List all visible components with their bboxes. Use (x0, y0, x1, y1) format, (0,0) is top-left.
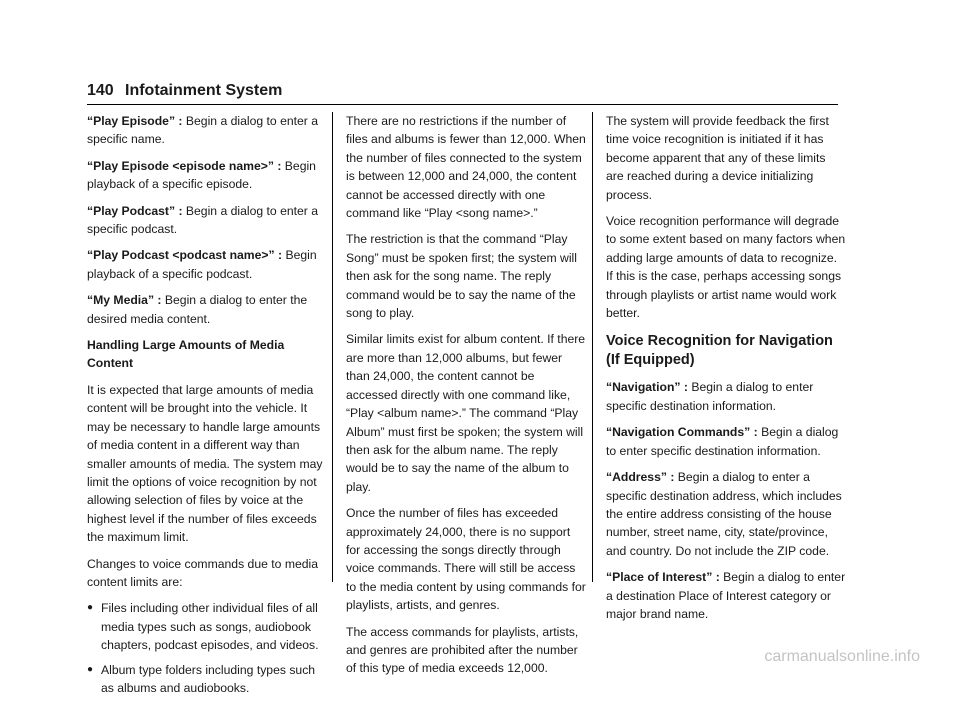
paragraph: Once the number of files has exceeded approximately 24,000, there is no support for accessing the songs directly through voice commands. There will still be access to the media content by using commands for playlists, artists, and genres. (346, 506, 586, 613)
column-divider (332, 112, 333, 582)
bullet-dot-icon: ● (87, 602, 94, 614)
page-header (87, 82, 838, 106)
section-heading: Voice Recognition for Navigation (If Equipped) (606, 333, 833, 369)
watermark: carmanualsonline.info (764, 648, 920, 665)
command-term: “My Media” : (87, 293, 162, 308)
command-entry (606, 378, 846, 415)
command-term: “Address” : (606, 470, 675, 485)
paragraph: Similar limits exist for album content. If there are more than 12,000 albums, but fewer than 24,000, the content cannot be accessed directly with one command like, “Play <album name>.” The command “Play Album” must first be spoken; the system will then ask for the album name. The reply would be to say the name of the album to play. (346, 332, 586, 494)
paragraph: The system will provide feedback the first time voice recognition is initiated if it has become apparent that any of these limits are reached during a device initializing process. (606, 114, 829, 202)
command-entry (606, 468, 846, 560)
command-term: “Navigation Commands” : (606, 425, 758, 440)
command-entry (87, 291, 327, 328)
paragraph: It is expected that large amounts of media content will be brought into the vehicle. It may be necessary to handle large amounts of media content in a different way than smaller amounts of media. The system may limit the options of voice recognition by not allowing selection of files by voice at the highest level if the number of files exceeds the maximum limit. (87, 382, 323, 545)
command-term: “Play Episode <episode name>” : (87, 158, 282, 173)
command-desc: Begin a dialog to enter specific destination information. (606, 425, 839, 458)
command-desc: Begin a dialog to enter a specific destination address, which includes the entire address consisting of the house number, street name, city, state/province, and country. Do not include the ZIP code. (606, 470, 842, 558)
list-item-text: Files including other individual files of all media types such as songs, audiobook chapters, podcast episodes, and videos. (101, 601, 319, 653)
subheading: Handling Large Amounts of Media Content (87, 338, 285, 371)
command-desc: Begin playback of a specific podcast. (87, 248, 317, 281)
command-entry (606, 568, 846, 623)
command-desc: Begin a dialog to enter specific destination information. (606, 380, 814, 413)
paragraph: Voice recognition performance will degrade to some extent based on many factors when adding large amounts of data to recognize. If this is the case, perhaps accessing songs through playlists or artist name would work better. (606, 214, 846, 321)
command-desc: Begin a dialog to enter a destination Place of Interest category or major brand name. (606, 570, 846, 621)
command-term: “Place of Interest” : (606, 570, 720, 585)
command-desc: Begin a dialog to enter a specific name. (87, 114, 319, 147)
bullet-dot-icon: ● (87, 663, 94, 675)
paragraph: The restriction is that the command “Play Song” must be spoken first; the system will then ask for the song name. The reply command would be to say the name of the song to play. (346, 232, 577, 321)
paragraph: There are no restrictions if the number of files and albums is fewer than 12,000. When the number of files connected to the system is between 12,000 and 24,000, the content cannot be accessed directly with one command like “Play <song name>.” (346, 114, 586, 221)
command-term: “Play Podcast” : (87, 203, 183, 218)
command-term: “Play Podcast <podcast name>” : (87, 248, 283, 263)
page-number: 140 (87, 82, 114, 99)
command-entry (87, 157, 327, 194)
column-divider (592, 112, 593, 582)
list-item-text: Album type folders including types such as albums and audiobooks. (101, 662, 316, 695)
column-2 (346, 112, 586, 686)
header-rule (87, 104, 838, 105)
column-3 (606, 112, 846, 631)
paragraph: The access commands for playlists, artists, and genres are prohibited after the number of this type of media exceeds 12,000. (346, 624, 579, 676)
command-entry (606, 423, 846, 460)
section-title: Infotainment System (125, 82, 283, 99)
command-desc: Begin a dialog to enter the desired media content. (87, 293, 308, 326)
command-desc: Begin playback of a specific episode. (87, 158, 316, 192)
column-1 (87, 112, 327, 705)
list-item (87, 661, 327, 698)
command-term: “Play Episode” : (87, 114, 183, 128)
bullet-list (87, 599, 327, 697)
paragraph: Changes to voice commands due to media content limits are: (87, 556, 319, 589)
list-item (87, 599, 327, 654)
command-desc: Begin a dialog to enter a specific podcast. (87, 203, 319, 237)
command-entry (87, 246, 327, 283)
command-entry (87, 112, 327, 149)
command-entry (87, 202, 327, 239)
command-term: “Navigation” : (606, 380, 688, 395)
